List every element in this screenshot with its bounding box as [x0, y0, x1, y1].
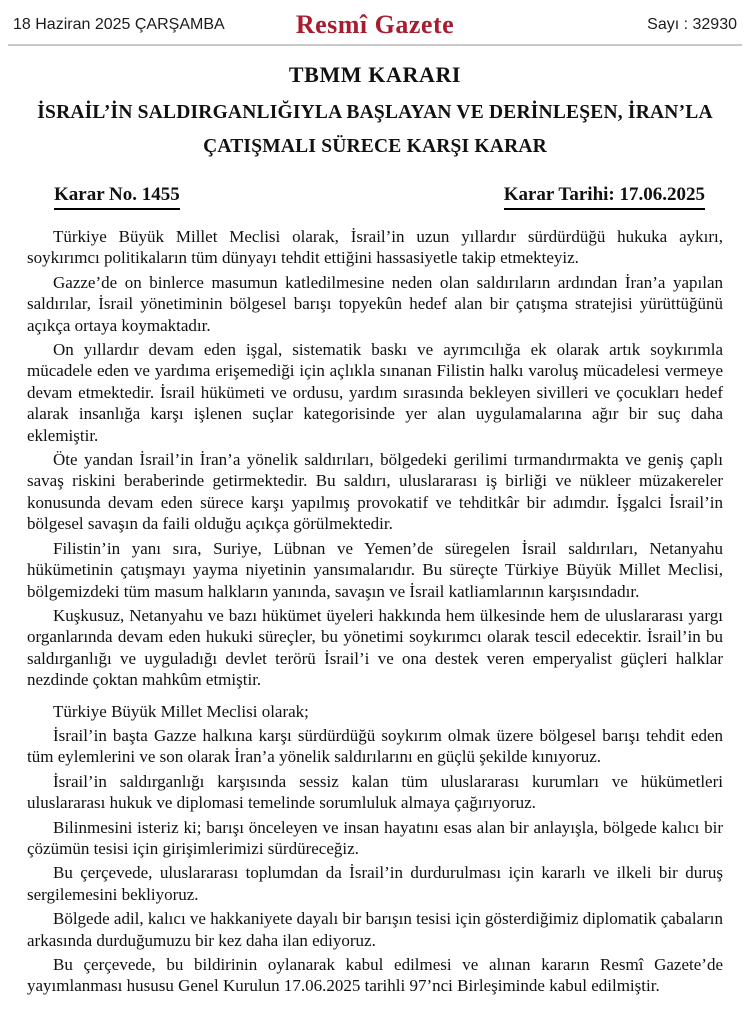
paragraph: Bilinmesini isteriz ki; barışı önceleyen ve insan hayatını esas alan bir anlayışla, bölgede kalıcı bir çözümün tesisi için girişimlerimizi sürdüreceğiz.: [27, 817, 723, 858]
paragraph: Kuşkusuz, Netanyahu ve bazı hükümet üyeleri hakkında hem ülkesinde hem de uluslararası yargı organlarında devam eden hukuki süreçler, bu yönetimi soykırımcı olarak tescil edecektir. İsrail’in bu saldırganlığı ve uyguladığı devlet terörü İsrail’i ve ona destek veren emperyalist güçleri halklar nezdinde çoktan mahkûm etmiştir.: [27, 605, 723, 690]
header-divider: [8, 44, 742, 46]
decision-number: Karar No. 1455: [54, 184, 180, 210]
decision-title: TBMM KARARI: [288, 62, 462, 87]
paragraph: İsrail’in saldırganlığı karşısında sessiz kalan tüm uluslararası kurumları ve hükümetleri uluslararası hukuk ve diplomasi temelinde sorumluluk almaya çağırıyoruz.: [27, 771, 723, 813]
paragraph: İsrail’in başta Gazze halkına karşı sürdürdüğü soykırım olmak üzere bölgesel barışı tehdit eden tüm eylemlerini ve son olarak İran’a yönelik saldırılarını en güçlü şekilde kınıyoruz.: [27, 725, 723, 767]
decision-date: Karar Tarihi: 17.06.2025: [504, 184, 705, 210]
paragraph: Türkiye Büyük Millet Meclisi olarak, İsrail’in uzun yıllardır sürdürdüğü hukuka aykırı, soykırımcı politikaların tüm dünyayı tehdit ettiğini hassasiyetle takip etmekteyiz.: [27, 227, 723, 268]
paragraph: Bu çerçevede, uluslararası toplumdan da İsrail’in durdurulması için kararlı ve ilkeli bir duruş sergilemesini bekliyoruz.: [27, 863, 723, 904]
paragraph: On yıllardır devam eden işgal, sistematik baskı ve ayrımcılığa ek olarak artık soykırımla mücadele eden ve yardıma erişemediği için açlıkla sınanan Filistin halkı varoluş mücadelesi vermeye devam etmektedir. İsrail hükümeti ve ordusu, yardım sırasında bekleyen sivilleri ve çocukları hedef alarak insanlığa karşı işlenen suçlar kategorisinde yer alan uygulamalarına ağır bir suç daha eklemiştir.: [27, 340, 723, 445]
gazette-header: [0, 0, 750, 42]
gazette-date: 18 Haziran 2025 ÇARŞAMBA: [13, 16, 225, 33]
decision-subtitle-line-2: ÇATIŞMALI SÜRECE KARŞI KARAR: [203, 136, 547, 157]
paragraph: Bölgede adil, kalıcı ve hakkaniyete dayalı bir barışın tesisi için gösterdiğimiz diplomatik çabaların arkasında durduğumuzu bir kez daha ilan ediyoruz.: [27, 909, 723, 950]
document-body: [27, 226, 723, 997]
paragraph: Öte yandan İsrail’in İran’a yönelik saldırıları, bölgedeki gerilimi tırmandırmakta ve geniş çaplı savaş riskini beraberinde getirmektedir. Bu saldırı, uluslararası iş birliği ve nükleer müzakereler konusunda devam eden sürece karşı yapılmış provokatif ve tehditkâr bir adımdır. İşgalci İsrail’in bölgesel savaşın da faili olduğu açıkça görülmektedir.: [27, 450, 723, 534]
paragraph: Gazze’de on binlerce masumun katledilmesine neden olan saldırıların ardından İran’a yapılan saldırılar, İsrail yönetiminin bölgesel barışı topyekûn hedef alan bir çatışma stratejisi yürüttüğünü açıkça ortaya koymaktadır.: [27, 272, 723, 335]
paragraph: Türkiye Büyük Millet Meclisi olarak;: [53, 701, 309, 721]
decision-subtitle: [0, 96, 750, 164]
decision-meta-row: [54, 184, 705, 210]
gazette-masthead: Resmî Gazete: [295, 10, 455, 39]
gazette-issue-number: Sayı : 32930: [647, 16, 737, 33]
paragraph: Filistin’in yanı sıra, Suriye, Lübnan ve Yemen’de süregelen İsrail saldırıları, Netanyahu hükümetinin çatışmayı yayma niyetinin yansımalarıdır. Bu süreçte Türkiye Büyük Millet Meclisi, bölgemizdeki tüm masum halkların yanında, savaşın ve İsrail katliamlarının karşısındadır.: [27, 538, 723, 601]
paragraph: Bu çerçevede, bu bildirinin oylanarak kabul edilmesi ve alınan kararın Resmî Gazete’de yayımlanması hususu Genel Kurulun 17.06.2025 tarihli 97’nci Birleşiminde kabul edilmiştir.: [27, 955, 723, 996]
decision-subtitle-line-1: İSRAİL’İN SALDIRGANLIĞIYLA BAŞLAYAN VE DERİNLEŞEN, İRAN’LA: [37, 102, 713, 123]
